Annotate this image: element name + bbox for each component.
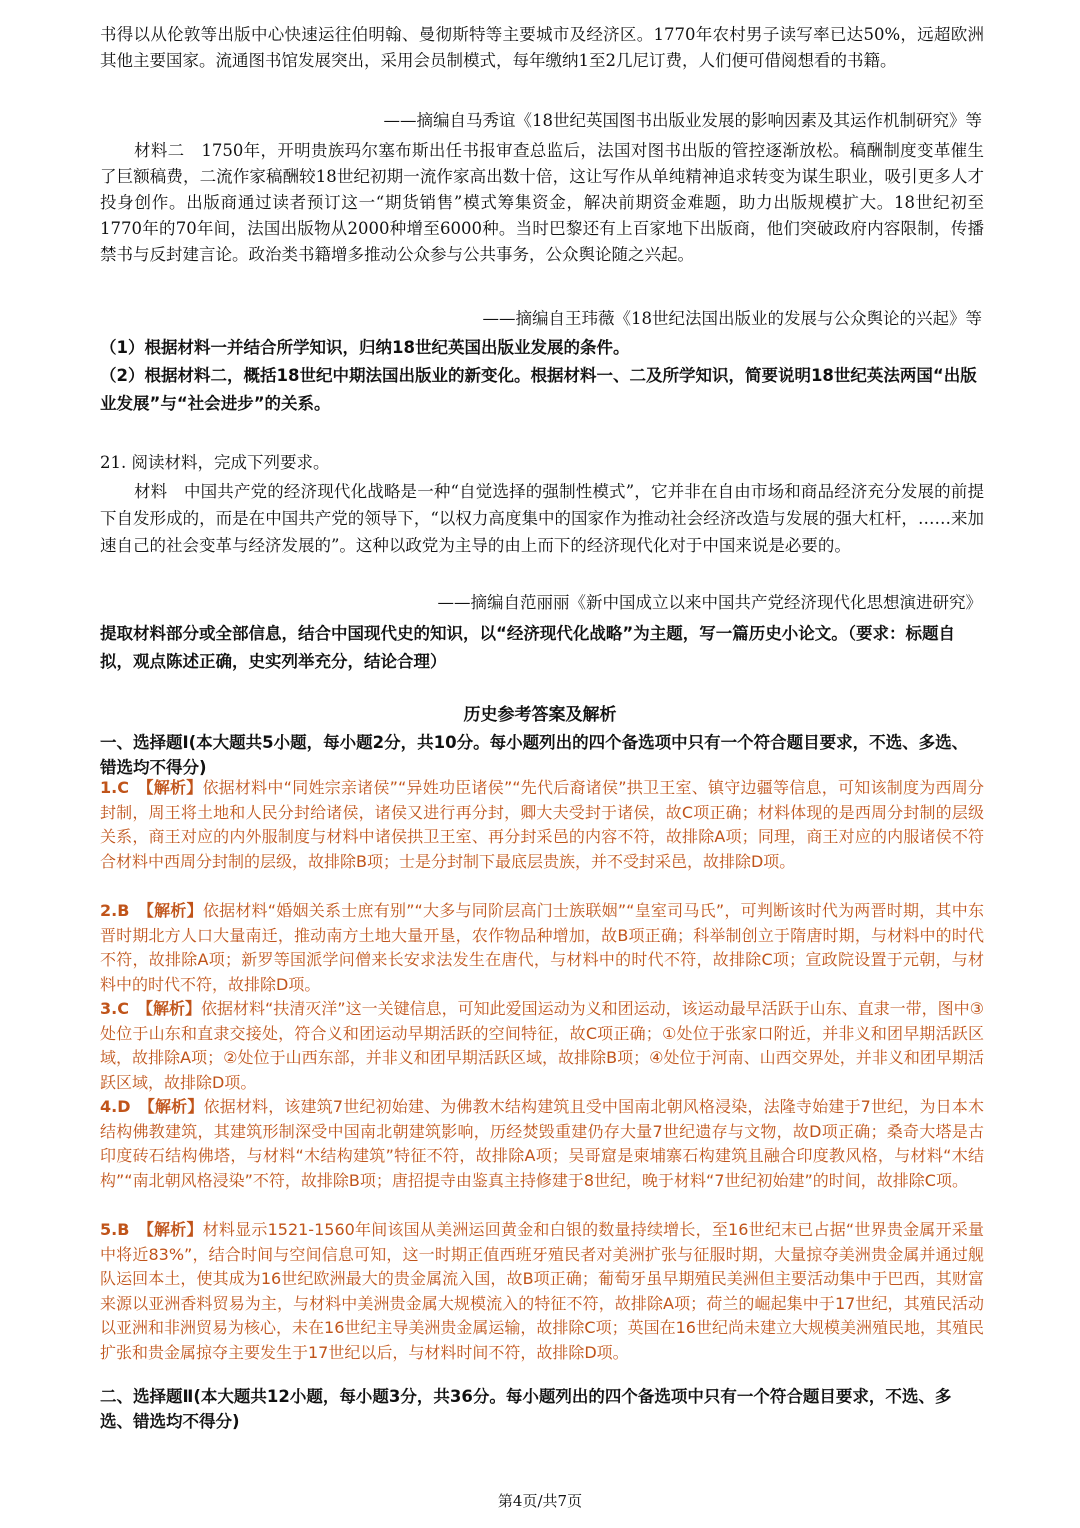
source-citation-2: ——摘编自王玮薇《18世纪法国出版业的发展与公众舆论的兴起》等 [482,309,982,328]
answer-1: 1.C 【解析】依据材料中“同姓宗亲诸侯”“异姓功臣诸侯”“先代后裔诸侯”拱卫王室、镇守边疆等信息，可知该制度为西周分封制，周王将土地和人民分封给诸侯，诸侯又进行再分封，卿大夫受封于诸侯，故C项正确；材料体现的是西周分封制的层级关系，商王对应的内外服制度与材料中诸侯拱卫王室、再分封采邑的内容不符，故排除A项；同理，商王对应的内服诸侯不符合材料中西周分封制的层级，故排除B项；士是分封制下最底层贵族，并不受封采邑，故排除D项。 [100,778,984,871]
source-citation-3: ——摘编自范丽丽《新中国成立以来中国共产党经济现代化思想演进研究》 [437,593,982,612]
answer-5: 5.B 【解析】材料显示1521-1560年间该国从美洲运回黄金和白银的数量持续增长，至16世纪末已占据“世界贵金属开采量中将近83%”，结合时间与空间信息可知，这一时期正值西班牙殖民者对美洲扩张与征服时期，大量掠夺美洲贵金属并通过舰队运回本土，使其成为16世纪欧洲最大的贵金属流入国，故B项正确；葡萄牙虽早期殖民美洲但主要活动集中于巴西，其财富来源以亚洲香料贸易为主，与材料中美洲贵金属大规模流入的特征不符，故排除A项；荷兰的崛起集中于17世纪，其殖民活动以亚洲和非洲贸易为核心，未在16世纪主导美洲贵金属运输，故排除C项；英国在16世纪尚未建立大规模美洲殖民地，其殖民扩张和贵金属掠夺主要发生于17世纪以后，与材料时间不符，故排除D项。 [100,1220,984,1362]
material2: 材料二 1750年，开明贵族玛尔塞布斯出任书报审查总监后，法国对图书出版的管控逐渐放松。稿酬制度变革催生了巨额稿费，二流作家稿酬较18世纪初期一流作家高出数十倍，这让写作从单纯精神追求转变为谋生职业，吸引更多人才投身创作。出版商通过读者预订这一“期货销售”模式筹集资金，解决前期资金难题，助力出版规模扩大。18世纪初至1770年的70年间，法国出版物从2000种增至6000种。当时巴黎还有上百家地下出版商，他们突破政府内容限制，传播禁书与反封建言论。政治类书籍增多推动公众参与公共事务，公众舆论随之兴起。 [100,141,984,264]
answer-4: 4.D 【解析】依据材料，该建筑7世纪初始建、为佛教木结构建筑且受中国南北朝风格浸染，法隆寺始建于7世纪，为日本木结构佛教建筑，其建筑形制深受中国南北朝建筑影响，历经焚毁重建仍存大量7世纪遗存与文物，故D项正确；桑奇大塔是古印度砖石结构佛塔，与材料“木结构建筑”特征不符，故排除A项；吴哥窟是柬埔寨石构建筑且融合印度教风格，与材料“木结构”“南北朝风格浸染”不符，故排除B项；唐招提寺由鉴真主持修建于8世纪，晚于材料“7世纪初始建”的时间，故排除C项。 [100,1097,984,1190]
page-footer: 第4页/共7页 [497,1492,583,1510]
answer-3: 3.C 【解析】依据材料“扶清灭洋”这一关键信息，可知此爱国运动为义和团运动，该运动最早活跃于山东、直隶一带，图中③处位于山东和直隶交接处，符合义和团运动早期活跃的空间特征，故C项正确；①处位于张家口附近，并非义和团早期活跃区域，故排除A项；②处位于山西东部，并非义和团早期活跃区域，故排除B项；④处位于河南、山西交界处，并非义和团早期活跃区域，故排除D项。 [100,999,984,1092]
material1-end: 书得以从伦敦等出版中心快速运往伯明翰、曼彻斯特等主要城市及经济区。1770年农村男子读写率已达50%，远超欧洲其他主要国家。流通图书馆发展突出，采用会员制模式，每年缴纳1至2几尼订费，人们便可借阅想看的书籍。 [100,25,984,70]
question-21-title: 21. 阅读材料，完成下列要求。 [100,453,330,472]
answer-title: 历史参考答案及解析 [463,705,617,725]
question-2: （2）根据材料二，概括18世纪中期法国出版业的新变化。根据材料一、二及所学知识，简要说明18世纪英法两国“出版业发展”与“社会进步”的关系。 [100,366,977,413]
question-21-task: 提取材料部分或全部信息，结合中国现代史的知识，以“经济现代化战略”为主题，写一篇历史小论文。（要求：标题自拟，观点陈述正确，史实列举充分，结论合理） [100,624,955,671]
answer-2: 2.B 【解析】依据材料“婚姻关系士庶有别”“大多与同阶层高门士族联姻”“皇室司马氏”，可判断该时代为两晋时期，其中东晋时期北方人口大量南迁，推动南方土地大量开垦，农作物品种增加，故B项正确；科举制创立于隋唐时期，与材料中的时代不符，故排除A项；新罗等国派学问僧来长安求法发生在唐代，与材料中的时代不符，故排除C项；宣政院设置于元朝，与材料中的时代不符，故排除D项。 [100,901,984,994]
section-2-heading: 二、选择题Ⅱ(本大题共12小题，每小题3分，共36分。每小题列出的四个备选项中只有一个符合题目要求，不选、多选、错选均不得分) [100,1387,952,1431]
question-21-material: 材料 中国共产党的经济现代化战略是一种“自觉选择的强制性模式”，它并非在自由市场和商品经济充分发展的前提下自发形成的，而是在中国共产党的领导下，“以权力高度集中的国家作为推动社会经济改造与发展的强大杠杆，……来加速自己的社会变革与经济发展的”。这种以政党为主导的由上而下的经济现代化对于中国来说是必要的。 [100,482,984,555]
source-citation-1: ——摘编自马秀谊《18世纪英国图书出版业发展的影响因素及其运作机制研究》等 [383,111,982,130]
question-1: （1）根据材料一并结合所学知识，归纳18世纪英国出版业发展的条件。 [100,338,630,357]
section-1-heading: 一、选择题Ⅰ(本大题共5小题，每小题2分，共10分。每小题列出的四个备选项中只有一个符合题目要求，不选、多选、错选均不得分) [100,733,969,777]
